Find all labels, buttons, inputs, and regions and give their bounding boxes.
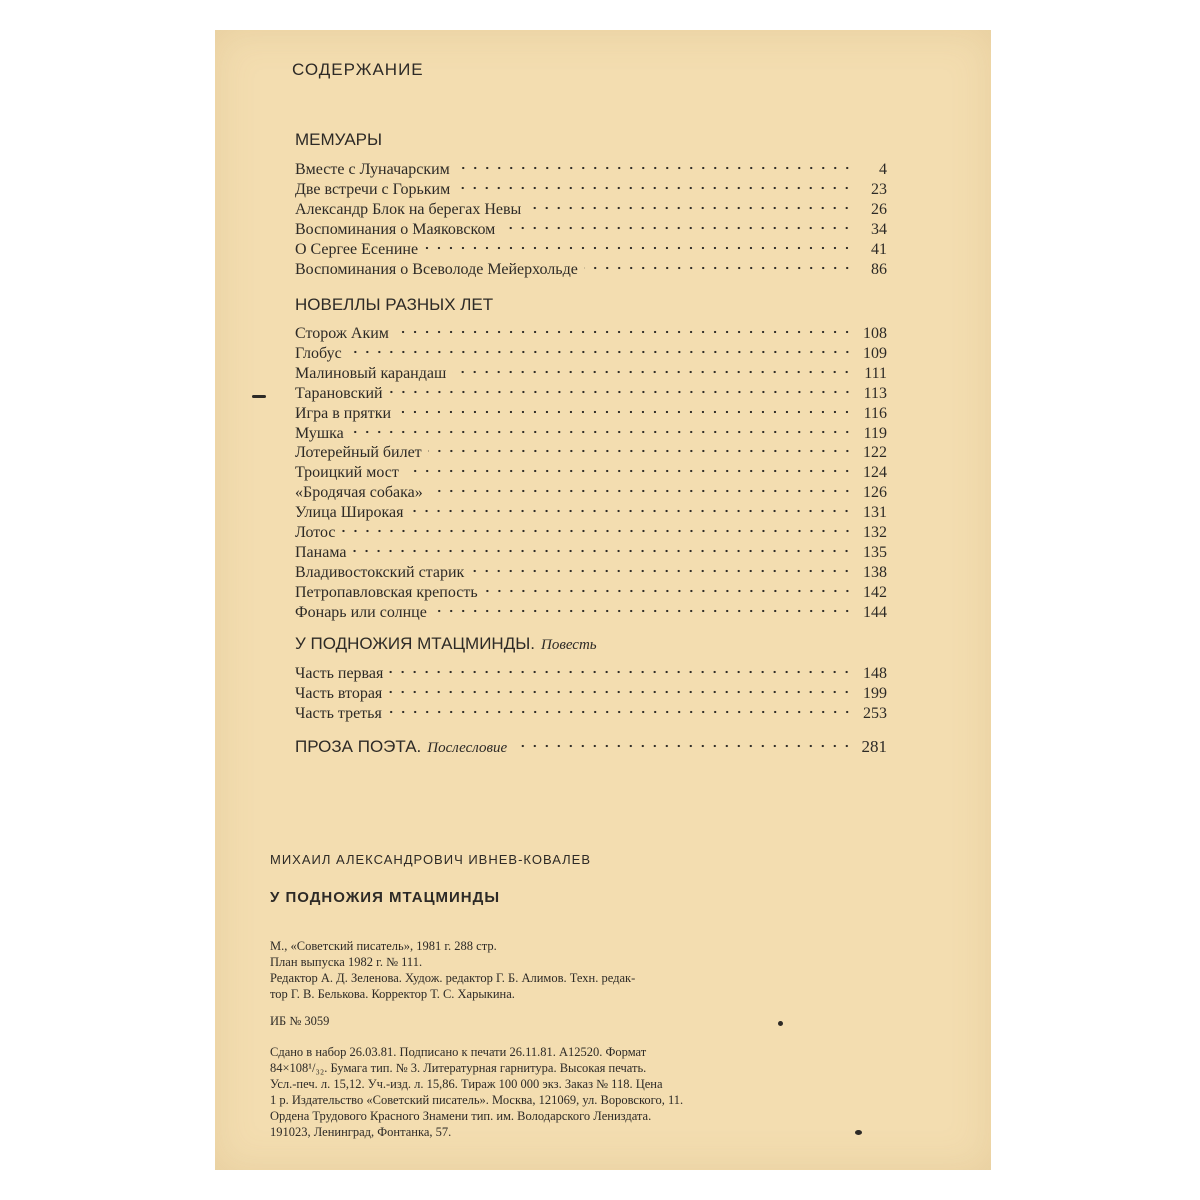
- imprint-line: Редактор А. Д. Зеленова. Худож. редактор Г. Б. Алимов. Техн. редак-: [270, 971, 636, 985]
- toc-entry: [295, 260, 887, 280]
- section-title-text: У ПОДНОЖИЯ МТАЦМИНДЫ.: [295, 634, 535, 653]
- dot-leader: [470, 565, 853, 577]
- toc-entry: [295, 523, 887, 543]
- toc-entry-title: Мушка: [295, 424, 344, 442]
- dot-leader: [428, 445, 853, 457]
- toc-entry-title: Панама: [295, 543, 347, 561]
- dot-leader: [342, 525, 853, 537]
- imprint-line: 191023, Ленинград, Фонтанка, 57.: [270, 1125, 452, 1139]
- dot-leader: [405, 465, 853, 477]
- toc-entry: [295, 463, 887, 483]
- toc-entry-page: 113: [863, 384, 887, 402]
- imprint-ib: ИБ № 3059: [270, 1014, 330, 1028]
- imprint-line: Сдано в набор 26.03.81. Подписано к печати 26.11.81. А12520. Формат: [270, 1045, 647, 1059]
- toc-entry-page: 138: [863, 563, 887, 581]
- imprint-line: Усл.-печ. л. 15,12. Уч.-изд. л. 15,86. Тираж 100 000 экз. Заказ № 118. Цена: [270, 1077, 663, 1091]
- afterword-subtitle: Послесловие: [427, 740, 508, 756]
- toc-entry: [295, 404, 887, 424]
- toc-entry-title: Александр Блок на берегах Невы: [295, 200, 522, 218]
- toc-entry-page: 199: [863, 684, 887, 702]
- toc-entry-title: Глобус: [295, 344, 342, 362]
- dot-leader: [389, 666, 853, 678]
- contents-title: СОДЕРЖАНИЕ: [292, 60, 424, 79]
- toc-entry: [295, 583, 887, 603]
- section-title: [295, 295, 493, 315]
- toc-entry: [295, 704, 887, 724]
- toc-entry-page: 126: [863, 484, 887, 502]
- dot-leader: [584, 262, 853, 274]
- dot-leader: [429, 485, 853, 497]
- toc-entry: [295, 240, 887, 260]
- toc-entry: [295, 563, 887, 583]
- toc-entry: [295, 384, 887, 404]
- imprint-line: тор Г. В. Белькова. Корректор Т. С. Харыкина.: [270, 987, 515, 1001]
- toc-entry-page: 34: [871, 220, 887, 238]
- toc-entry: [295, 424, 887, 444]
- ink-speck: [252, 395, 266, 398]
- toc-entry-title: Вместе с Луначарским: [295, 161, 450, 178]
- imprint-block-2: [270, 1044, 888, 1140]
- imprint-block-1: [270, 938, 888, 1002]
- toc-entry-title: Тарановский: [295, 384, 383, 402]
- dot-leader: [395, 326, 853, 338]
- toc-entry: [295, 200, 887, 220]
- dot-leader: [348, 346, 853, 358]
- toc-entry-page: 41: [871, 240, 887, 258]
- dot-leader: [456, 182, 853, 194]
- toc-entry-page: 131: [863, 504, 887, 522]
- toc-entry-title: Часть первая: [295, 665, 384, 682]
- toc-entry-title: Улица Широкая: [295, 504, 404, 522]
- toc-entry-page: 4: [879, 161, 887, 178]
- dot-leader: [513, 740, 853, 752]
- dot-leader: [389, 386, 853, 398]
- toc-entry-page: 108: [863, 325, 887, 342]
- section-title: [295, 130, 382, 150]
- toc-entry-title: Сторож Аким: [295, 325, 389, 342]
- toc-entry: [295, 603, 887, 623]
- section-subtitle: Повесть: [540, 637, 597, 653]
- dot-leader: [352, 545, 853, 557]
- toc-entry-title: Часть вторая: [295, 684, 383, 702]
- toc-entry: [295, 443, 887, 463]
- toc-entry-title: Лотерейный билет: [295, 444, 422, 462]
- toc-entry: [295, 364, 887, 384]
- dot-leader: [388, 706, 853, 718]
- toc-entry-title: [295, 737, 507, 758]
- dot-leader: [350, 426, 853, 438]
- toc-entry: [295, 220, 887, 240]
- dot-leader: [409, 505, 853, 517]
- toc-entry-title: Малиновый карандаш: [295, 364, 447, 382]
- imprint-line: М., «Советский писатель», 1981 г. 288 стр.: [270, 939, 497, 953]
- toc-entry-title: Игра в прятки: [295, 404, 392, 422]
- toc-entry-title: О Сергее Есенине: [295, 240, 419, 258]
- toc-entry: [295, 684, 887, 704]
- toc-entry-page: 281: [861, 737, 887, 756]
- toc-entry: [295, 664, 887, 684]
- toc-entry-page: 119: [863, 424, 887, 442]
- toc-entry-page: 124: [863, 464, 887, 482]
- toc-entry: [295, 324, 887, 344]
- toc-entry-page: 26: [871, 200, 887, 218]
- toc-entry-title: Троицкий мост: [295, 464, 399, 482]
- toc-entry-page: 144: [863, 603, 887, 621]
- toc-entry-page: 253: [863, 704, 887, 722]
- toc-entry-page: 135: [863, 543, 887, 561]
- toc-entry: [295, 503, 887, 523]
- toc-entry-title: Часть третья: [295, 704, 382, 722]
- toc-entry-title: Лотос: [295, 524, 336, 541]
- toc-entry: [295, 180, 887, 200]
- toc-entry-page: 109: [863, 344, 887, 362]
- dot-leader: [501, 222, 853, 234]
- dot-leader: [484, 585, 853, 597]
- toc-entry-page: 111: [864, 364, 887, 382]
- section-title-text: НОВЕЛЛЫ РАЗНЫХ ЛЕТ: [295, 295, 494, 314]
- book-title: У ПОДНОЖИЯ МТАЦМИНДЫ: [270, 889, 501, 906]
- toc-entry-page: 148: [863, 665, 887, 682]
- toc-entry-title: Владивостокский старик: [295, 563, 465, 581]
- toc-entry-page: 23: [871, 180, 887, 198]
- ink-speck: [778, 1021, 783, 1026]
- dot-leader: [452, 366, 853, 378]
- dot-leader: [397, 406, 853, 418]
- toc-entry: [295, 344, 887, 364]
- toc-entry-title: Воспоминания о Маяковском: [295, 220, 496, 238]
- imprint-line: 84×108¹/₃₂. Бумага тип. № 3. Литературная гарнитура. Высокая печать.: [270, 1061, 647, 1075]
- toc-entry-page: 86: [871, 260, 887, 278]
- section-title: [295, 634, 597, 654]
- toc-entry-page: 142: [863, 583, 887, 601]
- toc-entry-page: 132: [863, 524, 887, 541]
- toc-entry-title: Петропавловская крепость: [295, 583, 478, 601]
- dot-leader: [388, 686, 853, 698]
- toc-entry-page: 122: [863, 444, 887, 462]
- section-title-text: МЕМУАРЫ: [295, 130, 383, 149]
- imprint-line: Ордена Трудового Красного Знамени тип. им. Володарского Лениздата.: [270, 1109, 652, 1123]
- toc-entry-page: 116: [863, 404, 887, 422]
- toc-entry: [295, 160, 887, 180]
- dot-leader: [527, 202, 853, 214]
- imprint-line: 1 р. Издательство «Советский писатель». Москва, 121069, ул. Воровского, 11.: [270, 1093, 684, 1107]
- toc-afterword: [295, 737, 887, 757]
- toc-entry-title: Фонарь или солнце: [295, 603, 427, 621]
- toc-entry-title: «Бродячая собака»: [295, 484, 423, 502]
- toc-entry: [295, 483, 887, 503]
- dot-leader: [456, 162, 853, 174]
- author-name: МИХАИЛ АЛЕКСАНДРОВИЧ ИВНЕВ-КОВАЛЕВ: [270, 852, 592, 867]
- dot-leader: [424, 242, 853, 254]
- toc-entry-title: Две встречи с Горьким: [295, 180, 451, 198]
- toc-entry-title: Воспоминания о Всеволоде Мейерхольде: [295, 260, 578, 278]
- dot-leader: [433, 605, 853, 617]
- ink-speck: [855, 1130, 862, 1135]
- afterword-title: ПРОЗА ПОЭТА.: [295, 737, 422, 756]
- toc-entry: [295, 543, 887, 563]
- imprint-line: План выпуска 1982 г. № 111.: [270, 955, 423, 969]
